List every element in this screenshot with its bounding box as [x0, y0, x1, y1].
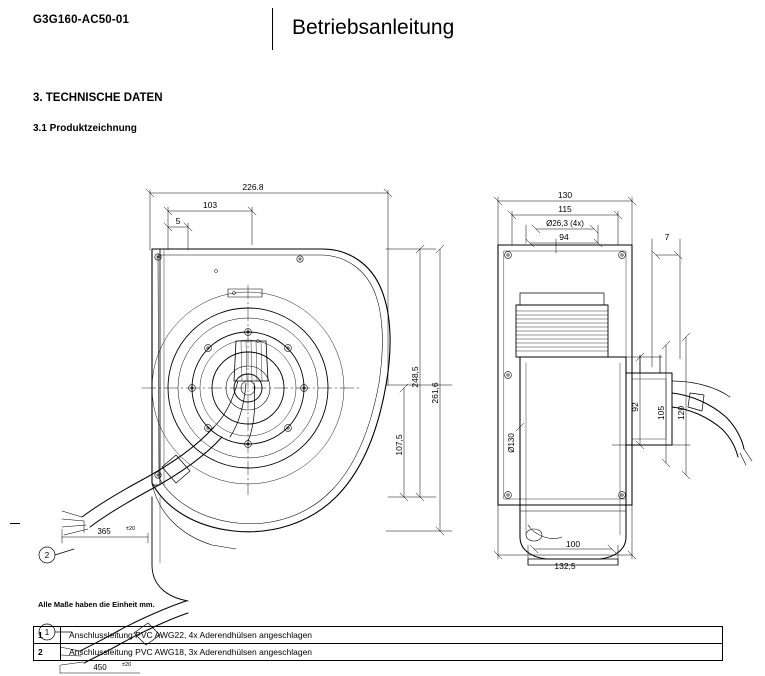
section-heading: 3. TECHNISCHE DATEN — [33, 92, 163, 104]
legend-description: Anschlussleitung PVC AWG18, 3x Aderendhülsen angeschlagen — [61, 644, 723, 661]
dim-depth-115: 115 — [558, 204, 572, 214]
dim-depth-7: 7 — [664, 232, 670, 242]
legend-description: Anschlussleitung PVC AWG22, 4x Aderendhülsen angeschlagen — [61, 627, 723, 644]
dim-cable-length-2: 365 — [97, 527, 111, 536]
dim-impeller-diameter: Ø130 — [507, 433, 516, 453]
callout-1: 1 — [44, 628, 50, 637]
table-row — [34, 627, 723, 644]
dim-base-132-5: 132,5 — [554, 561, 576, 571]
dim-height-107-5: 107,5 — [394, 434, 404, 456]
page-header — [0, 0, 765, 60]
legend-number: 1 — [34, 627, 61, 644]
legend-table — [33, 626, 723, 661]
dim-overall-width: 226.8 — [242, 182, 264, 192]
dim-depth-130: 130 — [557, 190, 573, 200]
dim-depth-94: 94 — [559, 232, 569, 242]
dim-height-105: 105 — [656, 405, 666, 421]
page-title: Betriebsanleitung — [292, 16, 455, 39]
dim-cable-length-1-tol: ±20 — [122, 662, 132, 668]
legend-number: 2 — [34, 644, 61, 661]
dim-hole-circle: Ø26,3 (4x) — [546, 219, 584, 228]
subsection-heading: 3.1 Produktzeichnung — [33, 123, 137, 134]
document-code: G3G160-AC50-01 — [33, 14, 130, 26]
header-divider — [272, 8, 273, 50]
callout-2: 2 — [44, 551, 50, 560]
table-row — [34, 644, 723, 661]
dim-width-5: 5 — [175, 216, 181, 226]
dim-width-103: 103 — [202, 200, 218, 210]
dim-base-100: 100 — [565, 539, 581, 549]
dim-height-92: 92 — [630, 402, 640, 412]
dim-cable-length-1: 450 — [93, 663, 107, 672]
dim-cable-length-2-tol: ±20 — [126, 526, 136, 532]
dim-height-248-5: 248,5 — [410, 366, 420, 388]
dim-height-261-6: 261,6 — [430, 382, 440, 404]
units-note: Alle Maße haben die Einheit mm. — [38, 600, 155, 609]
dim-height-120: 120 — [676, 405, 686, 421]
